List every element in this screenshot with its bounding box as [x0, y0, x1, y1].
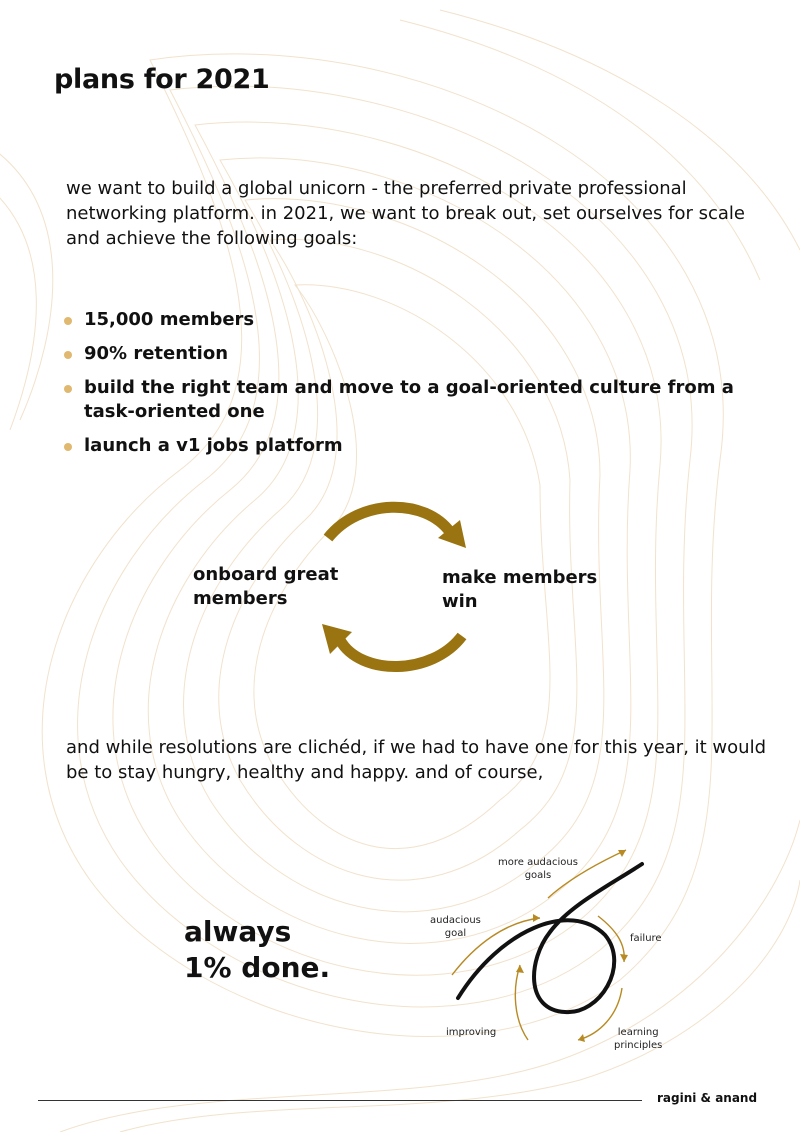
bullet-dot-icon: [64, 317, 72, 325]
goal-text: 15,000 members: [84, 309, 255, 330]
cycle-label-win: [442, 566, 597, 614]
loop-label-failure: failure: [630, 933, 662, 944]
cycle-label-onboard: [193, 563, 338, 611]
goal-text: build the right team and move to a goal-oriented culture from a task-oriented one: [84, 377, 734, 422]
bottom-arc-arrow-icon: [340, 636, 462, 667]
loop-label-learning: [614, 1026, 662, 1052]
motto-line: always: [184, 915, 292, 948]
bullet-dot-icon: [64, 351, 72, 359]
motto: [184, 914, 330, 986]
bullet-dot-icon: [64, 443, 72, 451]
intro-paragraph: we want to build a global unicorn - the preferred private professional networking platform. in 2021, we want to break out, set ourselves for scale and achieve the following goals:: [66, 178, 745, 249]
loop-label-line: goals: [524, 870, 552, 881]
top-arc-arrow-icon: [328, 507, 450, 538]
cycle-label-line: onboard great: [193, 564, 339, 585]
goal-text: 90% retention: [84, 343, 229, 364]
footer-credit: ragini & anand: [657, 1091, 758, 1105]
improvement-loop-diagram: [420, 840, 720, 1070]
goals-list: [62, 308, 752, 468]
goal-text: launch a v1 jobs platform: [84, 435, 343, 456]
loop-label-line: goal: [444, 928, 467, 939]
loop-label-more-audacious: [498, 856, 578, 882]
cycle-label-line: win: [442, 591, 478, 612]
loop-label-line: audacious: [430, 915, 481, 926]
loop-label-line: more audacious: [498, 857, 578, 868]
goal-item: [62, 342, 752, 366]
arrow-failure-icon: [598, 916, 624, 962]
bullet-dot-icon: [64, 385, 72, 393]
loop-label-line: principles: [614, 1040, 663, 1051]
loop-label-audacious: [430, 914, 481, 940]
goal-item: [62, 308, 752, 332]
goal-item: [62, 434, 752, 458]
loop-curve: [458, 864, 642, 1012]
motto-line: 1% done.: [184, 951, 331, 984]
loop-label-improving: improving: [446, 1027, 497, 1038]
cycle-label-line: members: [193, 588, 288, 609]
footer-divider: [38, 1100, 642, 1101]
arrow-improving-icon: [515, 965, 528, 1040]
goal-item: [62, 376, 752, 424]
loop-label-line: learning: [617, 1027, 659, 1038]
page-title: plans for 2021: [54, 64, 270, 95]
closing-paragraph: and while resolutions are clichéd, if we had to have one for this year, it would be to stay hungry, healthy and happy. and of course,: [66, 737, 766, 783]
cycle-label-line: make members: [442, 567, 598, 588]
